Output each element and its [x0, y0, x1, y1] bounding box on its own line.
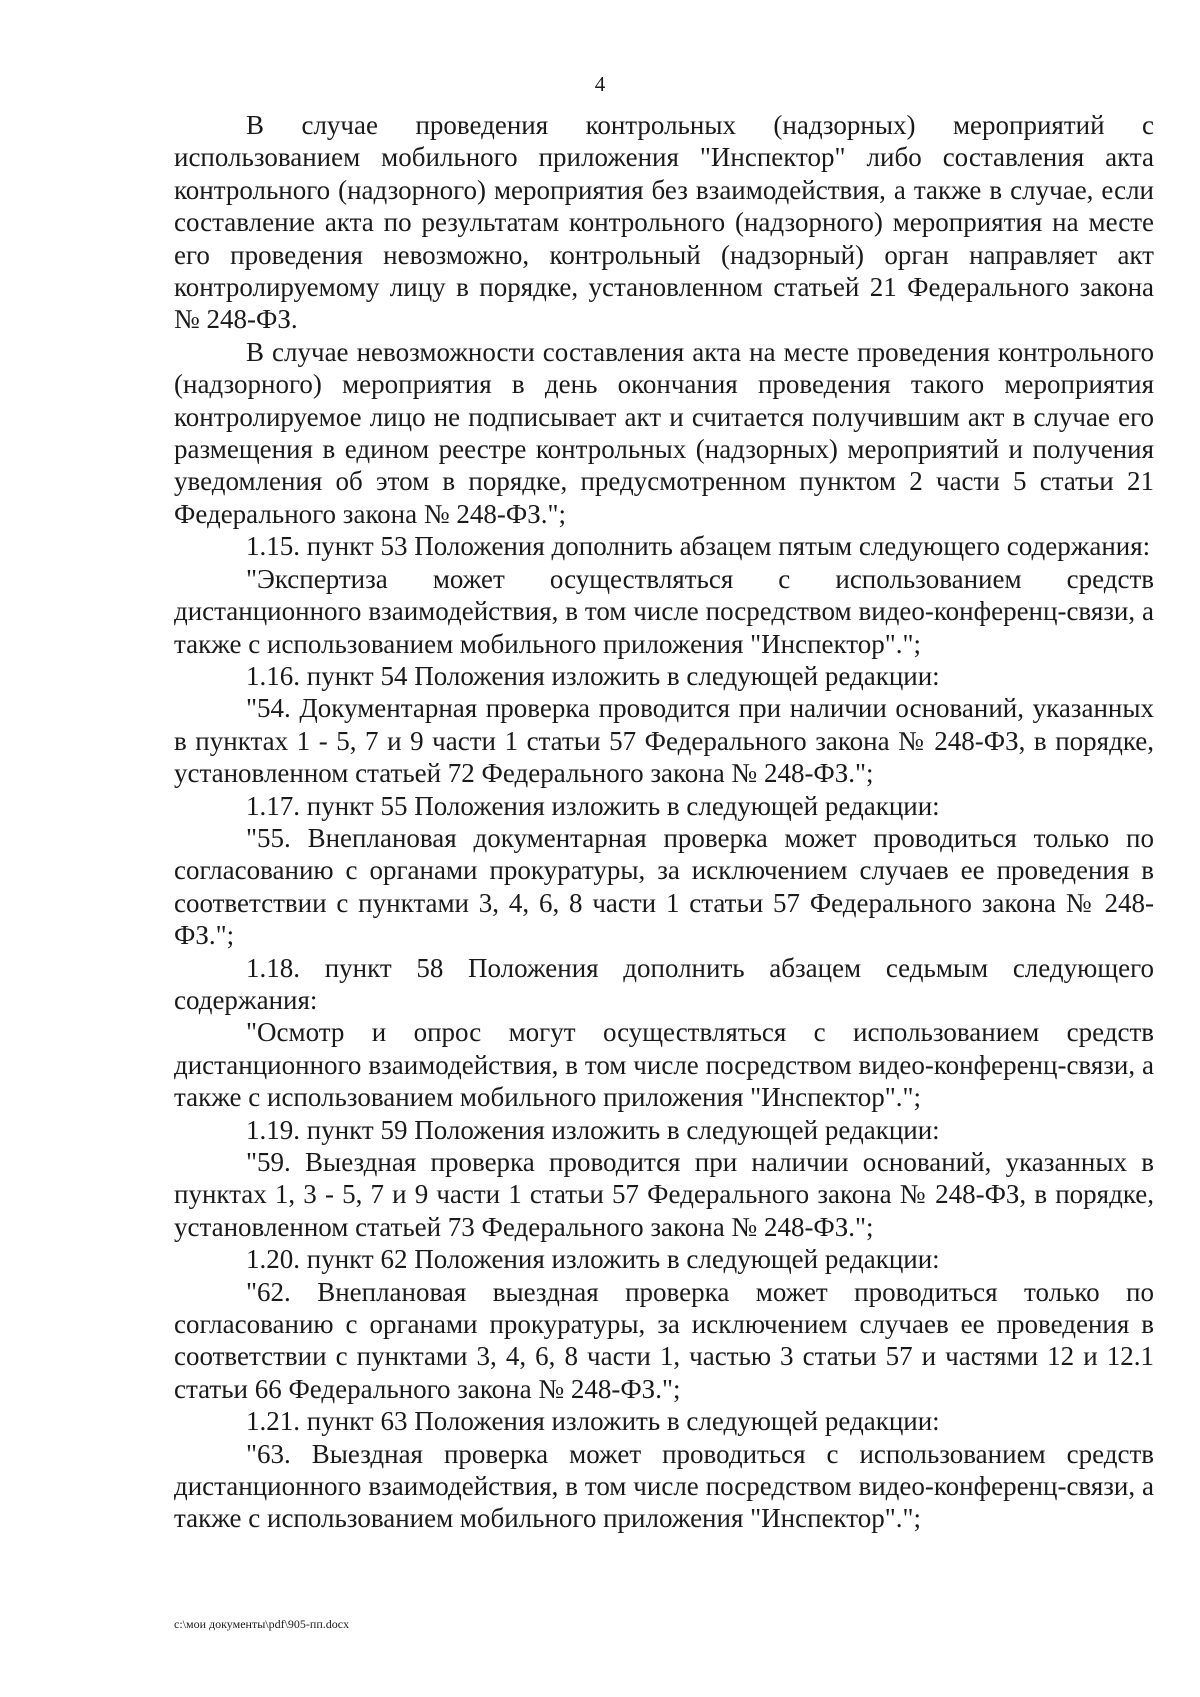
- paragraph-point-59-text: "59. Выездная проверка проводится при наличии оснований, указанных в пунктах 1, 3 - 5, 7 и 9 части 1 статьи 57 Федерального закона № 248-ФЗ, в порядке, установленном статьей 73 Федерального закона № 248-ФЗ.";: [174, 1147, 1154, 1242]
- paragraph-item-1-16: 1.16. пункт 54 Положения изложить в следующей редакции:: [246, 660, 940, 691]
- paragraph-item-1-15: 1.15. пункт 53 Положения дополнить абзацем пятым следующего содержания:: [246, 531, 1151, 562]
- paragraph-act-impossible: В случае невозможности составления акта на месте проведения контрольного (надзорного) мероприятия в день окончания проведения такого мероприятия контролируемое лицо не подписывает акт и считается получившим акт в случае его размещения в едином реестре контрольных (надзорных) мероприятий и получения уведомления об этом в порядке, предусмотренном пунктом 2 части 5 статьи 21 Федерального закона № 248-ФЗ.";: [174, 336, 1154, 529]
- paragraph-point-63-text: "63. Выездная проверка может проводиться с использованием средств дистанционного взаимодействия, в том числе посредством видео-конференц-связи, а также с использованием мобильного приложения "Инспектор".";: [174, 1438, 1154, 1534]
- document-body: [174, 109, 1154, 1535]
- paragraph-point-55-text: "55. Внеплановая документарная проверка может проводиться только по согласованию с органами прокуратуры, за исключением случаев ее проведения в соответствии с пунктами 3, 4, 6, 8 части 1 статьи 57 Федерального закона № 248-ФЗ.";: [174, 822, 1154, 951]
- paragraph-point-54-text: "54. Документарная проверка проводится при наличии оснований, указанных в пунктах 1 - 5, 7 и 9 части 1 статьи 57 Федерального закона № 248-ФЗ, в порядке, установленном статьей 72 Федерального закона № 248-ФЗ.";: [174, 693, 1154, 789]
- paragraph-expertise-text: "Экспертиза может осуществляться с использованием средств дистанционного взаимодействия, в том числе посредством видео-конференц-связи, а также с использованием мобильного приложения "Инспектор".";: [174, 563, 1154, 659]
- paragraph-act-without-interaction: В случае проведения контрольных (надзорных) мероприятий с использованием мобильного приложения "Инспектор" либо составления акта контрольного (надзорного) мероприятия без взаимодействия, а также в случае, если составление акта по результатам контрольного (надзорного) мероприятия на месте его проведения невозможно, контрольный (надзорный) орган направляет акт контролируемому лицу в порядке, установленном статьей 21 Федерального закона № 248-ФЗ.: [174, 110, 1154, 335]
- page-number: 4: [594, 72, 606, 96]
- paragraph-point-62-text: "62. Внеплановая выездная проверка может проводиться только по согласованию с органами прокуратуры, за исключением случаев ее проведения в соответствии с пунктами 3, 4, 6, 8 части 1, частью 3 статьи 57 и частями 12 и 12.1 статьи 66 Федерального закона № 248-ФЗ.";: [174, 1276, 1154, 1404]
- paragraph-item-1-18: 1.18. пункт 58 Положения дополнить абзацем седьмым следующего содержания:: [174, 952, 1154, 1015]
- paragraph-item-1-20: 1.20. пункт 62 Положения изложить в следующей редакции:: [246, 1244, 940, 1275]
- paragraph-item-1-21: 1.21. пункт 63 Положения изложить в следующей редакции:: [246, 1406, 940, 1437]
- paragraph-inspection-text: "Осмотр и опрос могут осуществляться с использованием средств дистанционного взаимодействия, в том числе посредством видео-конференц-связи, а также с использованием мобильного приложения "Инспектор".";: [174, 1017, 1154, 1113]
- paragraph-item-1-19: 1.19. пункт 59 Положения изложить в следующей редакции:: [246, 1114, 940, 1145]
- footer-file-path: c:\мои документы\pdf\905-пп.docx: [174, 1617, 350, 1631]
- paragraph-item-1-17: 1.17. пункт 55 Положения изложить в следующей редакции:: [246, 790, 940, 821]
